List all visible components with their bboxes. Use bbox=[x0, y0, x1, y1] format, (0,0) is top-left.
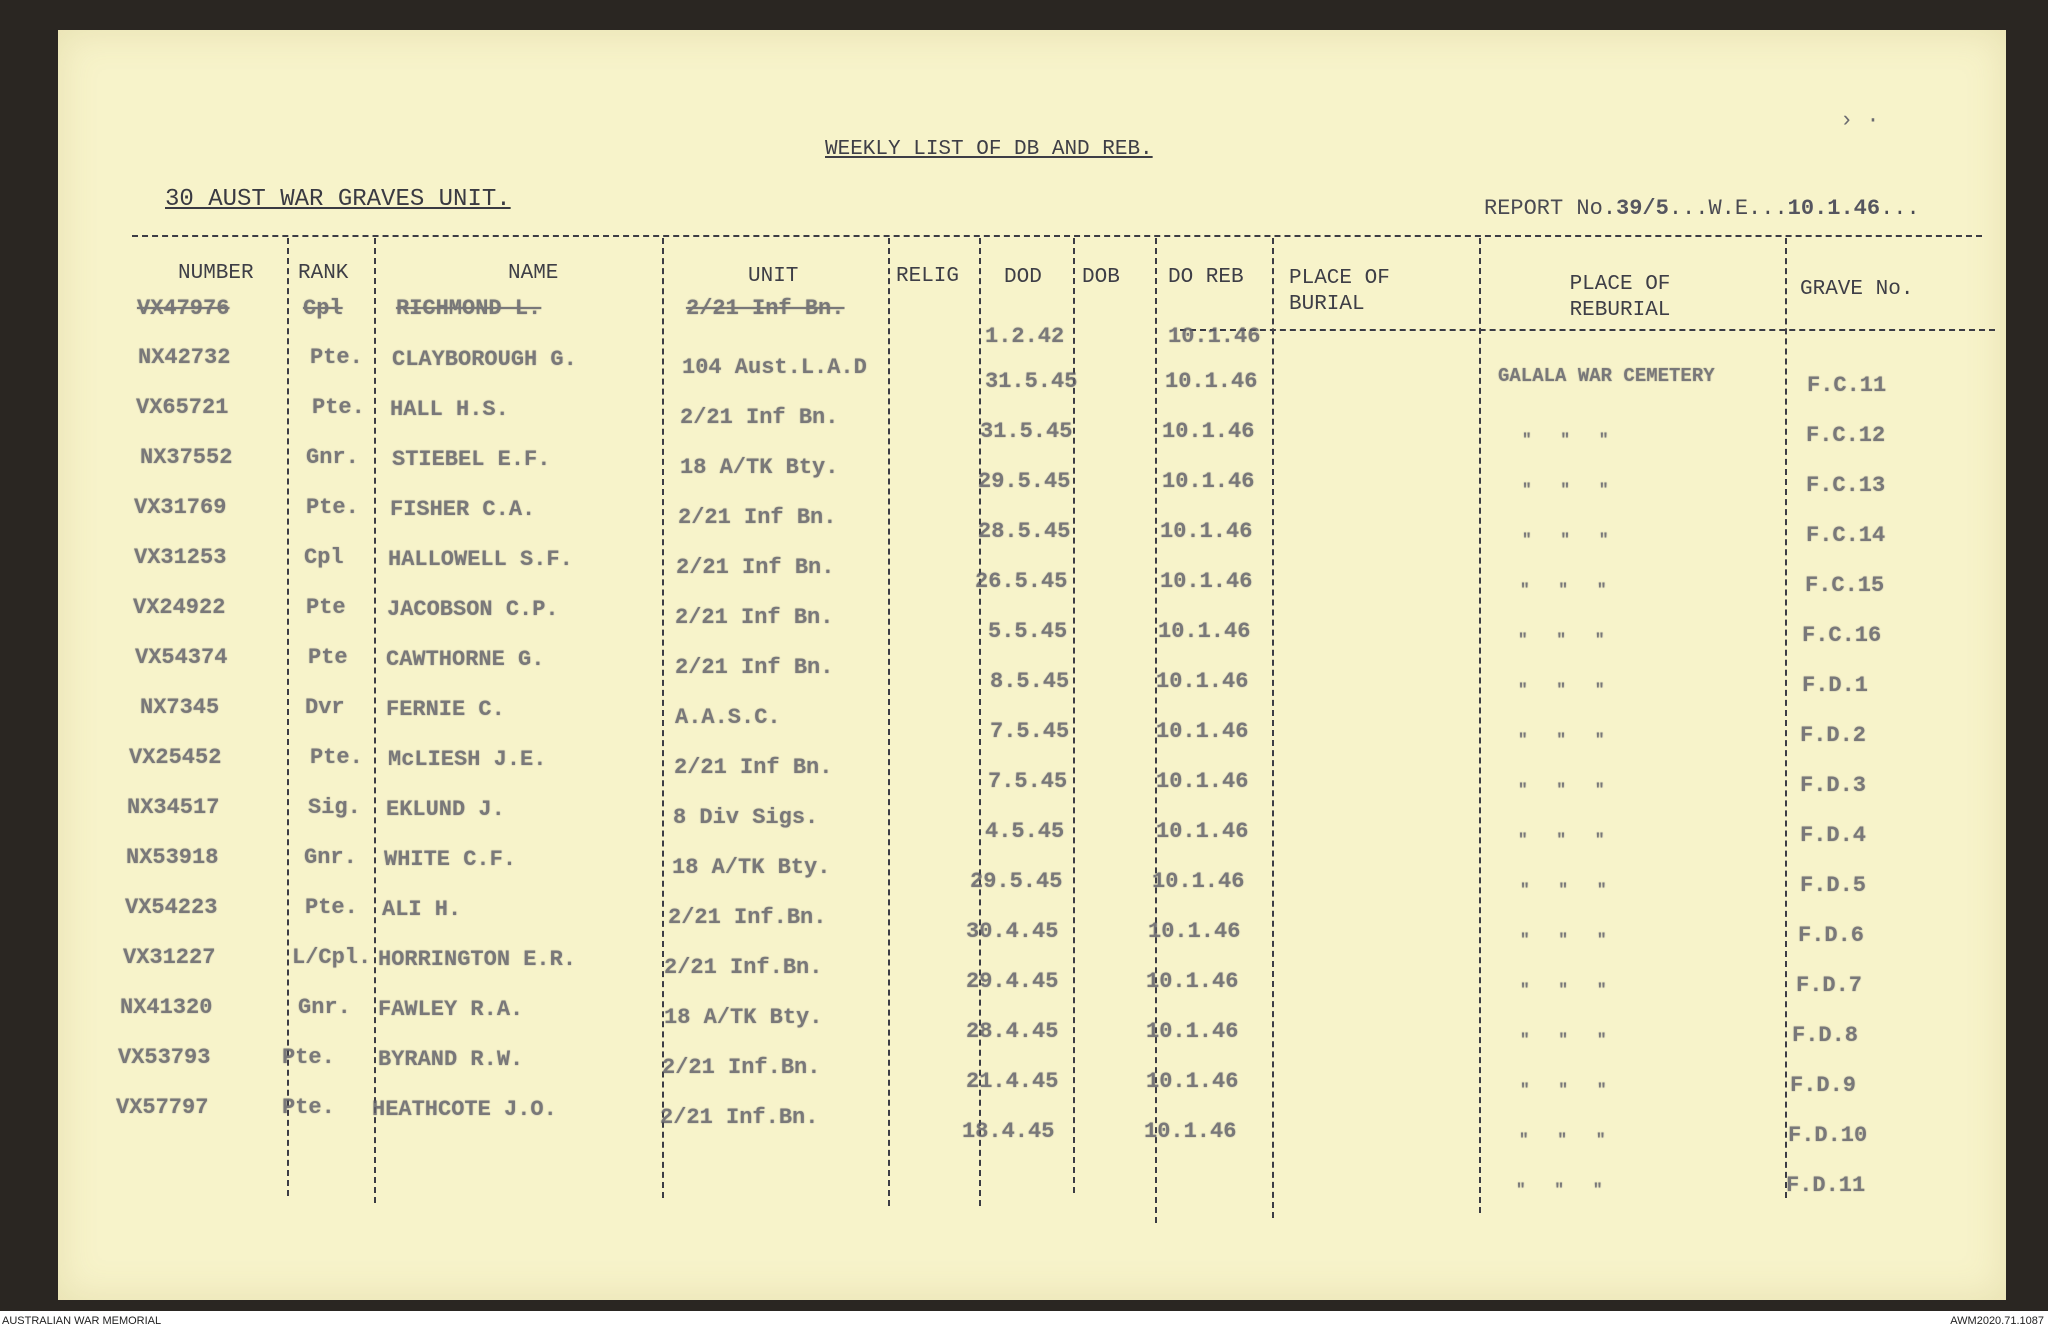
header-number: NUMBER bbox=[178, 262, 254, 285]
cell-name: EKLUND J. bbox=[386, 797, 505, 822]
cell-grave: F.C.12 bbox=[1806, 423, 1886, 448]
table-row bbox=[0, 745, 2048, 799]
cell-rank: Pte. bbox=[282, 1045, 335, 1070]
cell-reburial: " " " bbox=[1518, 731, 1605, 749]
cell-reburial: GALALA WAR CEMETERY bbox=[1498, 365, 1715, 387]
table-row bbox=[0, 282, 2048, 349]
cell-do-reb: 10.1.46 bbox=[1146, 969, 1239, 994]
table-row bbox=[0, 1145, 2048, 1199]
cell-grave: F.D.3 bbox=[1800, 773, 1867, 798]
archive-caption bbox=[0, 1311, 2048, 1331]
cell-unit: 2/21 Inf Bn. bbox=[680, 405, 839, 430]
cell-reburial: " " " bbox=[1519, 1131, 1606, 1149]
cell-unit: 2/21 Inf.Bn. bbox=[660, 1105, 819, 1130]
cell-grave: F.D.2 bbox=[1800, 723, 1867, 748]
cell-do-reb: 10.1.46 bbox=[1146, 1069, 1239, 1094]
cell-rank: Pte bbox=[308, 645, 348, 670]
cell-reburial: " " " bbox=[1522, 531, 1609, 549]
cell-rank: Gnr. bbox=[304, 845, 357, 870]
cell-name: RICHMOND L. bbox=[396, 296, 542, 321]
cell-number: VX31769 bbox=[134, 495, 227, 520]
table-row bbox=[0, 445, 2048, 499]
cell-dod: 4.5.45 bbox=[985, 819, 1065, 844]
cell-dod: 26.5.45 bbox=[975, 569, 1068, 594]
cell-reburial: " " " bbox=[1518, 831, 1605, 849]
cell-dod: 31.5.45 bbox=[980, 419, 1073, 444]
cell-unit: 2/21 Inf Bn. bbox=[675, 655, 834, 680]
cell-grave: F.D.6 bbox=[1798, 923, 1865, 948]
cell-grave: F.D.11 bbox=[1786, 1173, 1866, 1198]
cell-dod: 30.4.45 bbox=[966, 919, 1059, 944]
cell-reburial: " " " bbox=[1522, 481, 1609, 499]
cell-unit: A.A.S.C. bbox=[675, 705, 781, 730]
table-row bbox=[0, 795, 2048, 849]
cell-do-reb: 10.1.46 bbox=[1146, 1019, 1239, 1044]
table-row bbox=[0, 995, 2048, 1049]
table-row bbox=[0, 845, 2048, 899]
cell-unit: 18 A/TK Bty. bbox=[680, 455, 839, 480]
cell-reburial: " " " bbox=[1518, 781, 1605, 799]
header-rank: RANK bbox=[298, 262, 349, 285]
cell-do-reb: 10.1.46 bbox=[1156, 669, 1249, 694]
report-number: 39/5 bbox=[1616, 196, 1669, 221]
cell-unit: 2/21 Inf.Bn. bbox=[668, 905, 827, 930]
cell-name: WHITE C.F. bbox=[384, 847, 517, 872]
header-bottom-rule bbox=[1180, 329, 1995, 331]
cell-dod: 31.5.45 bbox=[985, 369, 1078, 394]
cell-grave: F.D.7 bbox=[1796, 973, 1863, 998]
header-dod: DOD bbox=[1004, 266, 1042, 289]
cell-do-reb: 10.1.46 bbox=[1162, 469, 1255, 494]
cell-rank: Gnr. bbox=[298, 995, 351, 1020]
header-name: NAME bbox=[508, 262, 559, 285]
table-row bbox=[0, 495, 2048, 549]
cell-unit: 18 A/TK Bty. bbox=[664, 1005, 823, 1030]
header-place-burial: PLACE OF BURIAL bbox=[1289, 267, 1390, 316]
cell-do-reb: 10.1.46 bbox=[1165, 369, 1258, 394]
cell-dod: 7.5.45 bbox=[988, 769, 1068, 794]
cell-name: CAWTHORNE G. bbox=[386, 647, 545, 672]
cell-rank: Gnr. bbox=[306, 445, 359, 470]
cell-rank: Cpl bbox=[303, 296, 343, 321]
cell-dod: 29.5.45 bbox=[970, 869, 1063, 894]
cell-reburial: " " " bbox=[1520, 931, 1607, 949]
cell-grave: F.C.16 bbox=[1802, 623, 1882, 648]
cell-name: STIEBEL E.F. bbox=[392, 447, 551, 472]
cell-number: NX42732 bbox=[138, 345, 231, 370]
cell-rank: Sig. bbox=[308, 795, 361, 820]
we-dots: .. bbox=[1761, 196, 1788, 221]
header-unit: UNIT bbox=[748, 265, 799, 288]
header-place-reburial: PLACE OF REBURIAL bbox=[1569, 273, 1671, 322]
cell-dod: 21.4.45 bbox=[966, 1069, 1059, 1094]
cell-number: NX41320 bbox=[120, 995, 213, 1020]
cell-reburial: " " " bbox=[1520, 1031, 1607, 1049]
cell-grave: F.C.15 bbox=[1805, 573, 1885, 598]
margin-mark: › · bbox=[1840, 108, 1880, 133]
unit-heading: 30 AUST WAR GRAVES UNIT. bbox=[165, 186, 511, 213]
cell-unit: 2/21 Inf.Bn. bbox=[664, 955, 823, 980]
we-trailing-dots: ... bbox=[1880, 196, 1920, 221]
cell-do-reb: 10.1.46 bbox=[1156, 819, 1249, 844]
cell-number: VX65721 bbox=[136, 395, 229, 420]
cell-rank: Dvr bbox=[305, 695, 345, 720]
cell-reburial: " " " bbox=[1518, 681, 1605, 699]
cell-number: NX7345 bbox=[140, 695, 220, 720]
cell-name: BYRAND R.W. bbox=[378, 1047, 524, 1072]
cell-rank: Cpl bbox=[304, 545, 344, 570]
cell-grave: F.D.4 bbox=[1800, 823, 1867, 848]
table-row bbox=[0, 545, 2048, 599]
cell-grave: F.C.11 bbox=[1807, 373, 1887, 398]
cell-dod: 18.4.45 bbox=[962, 1119, 1055, 1144]
we-label: W.E. bbox=[1708, 196, 1762, 221]
cell-number: VX53793 bbox=[118, 1045, 211, 1070]
cell-unit: 2/21 Inf Bn. bbox=[674, 755, 833, 780]
cell-reburial: " " " bbox=[1520, 581, 1607, 599]
cell-name: HALL H.S. bbox=[390, 397, 509, 422]
cell-number: VX31253 bbox=[134, 545, 227, 570]
cell-do-reb: 10.1.46 bbox=[1152, 869, 1245, 894]
cell-dod: 28.4.45 bbox=[966, 1019, 1059, 1044]
cell-grave: F.D.10 bbox=[1788, 1123, 1868, 1148]
cell-name: McLIESH J.E. bbox=[388, 747, 547, 772]
cell-dod: 28.5.45 bbox=[978, 519, 1071, 544]
cell-grave: F.D.9 bbox=[1790, 1073, 1857, 1098]
cell-name: HALLOWELL S.F. bbox=[388, 547, 573, 572]
cell-reburial: " " " bbox=[1520, 1081, 1607, 1099]
cell-name: HEATHCOTE J.O. bbox=[372, 1097, 557, 1122]
header-grave: GRAVE No. bbox=[1800, 278, 1914, 301]
cell-number: NX37552 bbox=[140, 445, 233, 470]
cell-do-reb: 10.1.46 bbox=[1162, 419, 1255, 444]
cell-dod: 8.5.45 bbox=[990, 669, 1070, 694]
cell-do-reb: 10.1.46 bbox=[1148, 919, 1241, 944]
cell-name: FAWLEY R.A. bbox=[378, 997, 524, 1022]
cell-do-reb: 10.1.46 bbox=[1144, 1119, 1237, 1144]
cell-rank: Pte. bbox=[312, 395, 365, 420]
header-dob: DOB bbox=[1082, 266, 1120, 289]
cell-rank: Pte. bbox=[282, 1095, 335, 1120]
cell-reburial: " " " bbox=[1522, 431, 1609, 449]
cell-reburial: " " " bbox=[1520, 881, 1607, 899]
table-row bbox=[0, 345, 2048, 398]
cell-do-reb: 10.1.46 bbox=[1156, 719, 1249, 744]
report-line bbox=[1484, 196, 1920, 221]
cell-rank: Pte bbox=[306, 595, 346, 620]
table-row bbox=[0, 395, 2048, 449]
cell-grave: F.D.8 bbox=[1792, 1023, 1859, 1048]
report-label: REPORT No. bbox=[1484, 196, 1617, 221]
cell-name: JACOBSON C.P. bbox=[387, 597, 559, 622]
cell-number: NX53918 bbox=[126, 845, 219, 870]
document-title: WEEKLY LIST OF DB AND REB. bbox=[825, 138, 1153, 161]
table-row bbox=[0, 1095, 2048, 1149]
cell-unit: 2/21 Inf Bn. bbox=[675, 605, 834, 630]
cell-grave: F.C.13 bbox=[1806, 473, 1886, 498]
table-row bbox=[0, 645, 2048, 699]
cell-unit: 8 Div Sigs. bbox=[673, 805, 819, 830]
cell-number: NX34517 bbox=[127, 795, 220, 820]
cell-grave: F.D.5 bbox=[1800, 873, 1867, 898]
cell-number: VX31227 bbox=[123, 945, 216, 970]
cell-number: VX25452 bbox=[129, 745, 222, 770]
cell-name: CLAYBOROUGH G. bbox=[392, 347, 577, 372]
cell-grave: F.C.14 bbox=[1806, 523, 1886, 548]
cell-unit: 18 A/TK Bty. bbox=[672, 855, 831, 880]
cell-rank: Pte. bbox=[306, 495, 359, 520]
archive-reference: AWM2020.71.1087 bbox=[1950, 1315, 2044, 1327]
cell-dod: 29.5.45 bbox=[978, 469, 1071, 494]
cell-number: VX47976 bbox=[137, 296, 230, 321]
report-dots: ... bbox=[1668, 196, 1709, 221]
header-relig: RELIG bbox=[896, 265, 960, 288]
cell-number: VX24922 bbox=[133, 595, 226, 620]
cell-unit: 2/21 Inf Bn. bbox=[676, 555, 835, 580]
cell-number: VX57797 bbox=[116, 1095, 209, 1120]
cell-do-reb: 10.1.46 bbox=[1168, 324, 1261, 349]
cell-name: FISHER C.A. bbox=[390, 497, 536, 522]
cell-rank: Pte. bbox=[310, 745, 363, 770]
cell-unit: 2/21 Inf.Bn. bbox=[662, 1055, 821, 1080]
cell-number: VX54223 bbox=[125, 895, 218, 920]
table-row bbox=[0, 595, 2048, 649]
cell-rank: Pte. bbox=[310, 345, 363, 370]
cell-reburial: " " " bbox=[1520, 981, 1607, 999]
cell-grave: F.D.1 bbox=[1802, 673, 1869, 698]
cell-dod: 7.5.45 bbox=[990, 719, 1070, 744]
cell-do-reb: 10.1.46 bbox=[1158, 619, 1251, 644]
table-row bbox=[0, 695, 2048, 749]
header-do-reb: DO REB bbox=[1168, 266, 1244, 289]
cell-dod: 29.4.45 bbox=[966, 969, 1059, 994]
cell-unit: 104 Aust.L.A.D bbox=[682, 355, 867, 380]
cell-do-reb: 10.1.46 bbox=[1160, 569, 1253, 594]
table-top-rule bbox=[132, 235, 1982, 237]
cell-do-reb: 10.1.46 bbox=[1156, 769, 1249, 794]
cell-unit: 2/21 Inf Bn. bbox=[686, 296, 845, 321]
cell-dod: 5.5.45 bbox=[988, 619, 1068, 644]
cell-do-reb: 10.1.46 bbox=[1160, 519, 1253, 544]
cell-reburial: " " " bbox=[1518, 631, 1605, 649]
cell-unit: 2/21 Inf Bn. bbox=[678, 505, 837, 530]
cell-reburial: " " " bbox=[1516, 1181, 1603, 1199]
cell-rank: Pte. bbox=[305, 895, 358, 920]
cell-name: FERNIE C. bbox=[386, 697, 505, 722]
cell-number: VX54374 bbox=[135, 645, 228, 670]
table-row bbox=[0, 945, 2048, 999]
table-row bbox=[0, 1045, 2048, 1099]
table-row bbox=[0, 895, 2048, 949]
we-date: 10.1.46 bbox=[1787, 196, 1881, 221]
cell-dod: 1.2.42 bbox=[985, 324, 1065, 349]
cell-name: ALI H. bbox=[382, 897, 462, 922]
cell-rank: L/Cpl. bbox=[292, 945, 372, 970]
archive-name: AUSTRALIAN WAR MEMORIAL bbox=[2, 1315, 162, 1327]
cell-name: HORRINGTON E.R. bbox=[378, 947, 577, 972]
